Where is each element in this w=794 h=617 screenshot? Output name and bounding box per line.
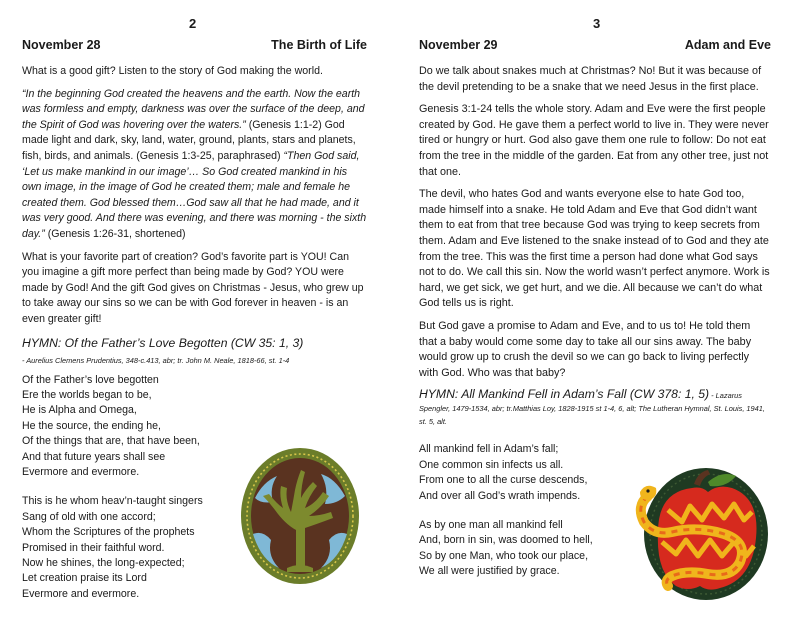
tree-of-life-icon: [239, 446, 361, 586]
verse-line: And, born in sin, was doomed to hell,: [419, 534, 593, 547]
devotion-title: The Birth of Life: [271, 38, 367, 52]
intro-paragraph: What is a good gift? Listen to the story of God making the world.: [22, 65, 323, 77]
devotion-date: November 28: [22, 38, 101, 52]
page-header: [419, 38, 771, 52]
reflection-paragraph: What is your favorite part of creation? God’s favorite part is YOU! Can you imagine a gift more perfect than being made by God? YOU were made by God! And the gift God gives on Christmas - Jesus, who grew up to take away our sins so we can be with God forever in heaven - is an even greater gift!: [22, 250, 364, 325]
scripture-reference: (Genesis 1:1-2) God made light and dark, sky, land, water, ground, plants, stars and planets, fish, birds, and animals. (Genesis 1:3-25, paraphrased): [22, 118, 356, 162]
verse-line: And over all God’s wrath impends.: [419, 489, 581, 502]
hymn-credit: - Lazarus Spengler, 1479-1534, abr; tr.Matthias Loy, 1828-1915 st 1-4, 6, alt; The Lutheran Hymnal, St. Louis, 1941, st. 5, alt.: [419, 391, 765, 427]
intro-paragraph: Do we talk about snakes much at Christmas? No! But it was because of the devil pretending to be a snake that we need Jesus in the first place.: [419, 65, 762, 93]
verse-line: And that future years shall see: [22, 450, 166, 463]
verse-line: He is Alpha and Omega,: [22, 404, 137, 417]
hymn-title: HYMN: All Mankind Fell in Adam’s Fall (CW 378: 1, 5): [419, 387, 710, 402]
verse-line: One common sin infects us all.: [419, 458, 564, 471]
verse-line: Of the Father’s love begotten: [22, 373, 159, 386]
verse-line: So by one Man, who took our place,: [419, 549, 589, 562]
verse-line: Promised in their faithful word.: [22, 541, 165, 554]
verse-line: Evermore and evermore.: [22, 465, 140, 478]
left-page: [22, 0, 367, 617]
page-number: 2: [189, 16, 197, 31]
verse-line: From one to all the curse descends,: [419, 474, 588, 487]
verse-line: Whom the Scriptures of the prophets: [22, 526, 195, 539]
verse-line: Sang of old with one accord;: [22, 510, 156, 523]
page-number: 3: [593, 16, 601, 31]
scripture-quote: “In the beginning God created the heavens and the earth. Now the earth was formless and empty, darkness was over the surface of the deep, and the Spirit of God was hovering over the waters.”: [22, 87, 365, 131]
apple-with-snake-icon: [628, 462, 768, 602]
scripture-paragraph: [22, 87, 367, 243]
verse-line: Let creation praise its Lord: [22, 572, 147, 585]
hymn-heading: [419, 388, 771, 428]
hymn-credit: - Aurelius Clemens Prudentius, 348-c.413, abr; tr. John M. Neale, 1818-66, st. 1-4: [22, 355, 290, 365]
right-page: [419, 0, 771, 617]
devotion-title: Adam and Eve: [684, 38, 771, 52]
verse-line: We all were justified by grace.: [419, 565, 560, 578]
promise-paragraph: But God gave a promise to Adam and Eve, and to us to! He told them that a baby would come some day to take all our sins away. The baby would grow up to crush the devil so we can go back to living perfectly with God. Who was that baby?: [419, 319, 752, 379]
story-paragraph: Genesis 3:1-24 tells the whole story. Adam and Eve were the first people created by God. He gave them a perfect world to live in. They were never tired or hungry or hurt. God also gave them one rule to follow: Do not eat from the tree in the middle of the garden. Eat from any other tree, just not that one.: [419, 103, 769, 178]
scripture-reference: (Genesis 1:26-31, shortened): [44, 227, 186, 240]
verse-line: As by one man all mankind fell: [419, 518, 563, 531]
verse-line: Evermore and evermore.: [22, 587, 140, 600]
verse-line: This is he whom heav’n-taught singers: [22, 495, 203, 508]
verse-line: All mankind fell in Adam’s fall;: [419, 443, 559, 456]
verse-line: He the source, the ending he,: [22, 419, 161, 432]
devotion-date: November 29: [419, 38, 498, 52]
hymn-title: HYMN: Of the Father’s Love Begotten (CW 35: 1, 3): [22, 335, 304, 350]
verse-line: Ere the worlds began to be,: [22, 388, 152, 401]
story-paragraph: The devil, who hates God and wants everyone else to hate God too, made himself into a snake. He told Adam and Eve that God didn’t want them to eat from that tree because God was trying to keep secrets from them. Adam and Eve listened to the snake instead of to God and they ate from the tree. This was the first time a person had done what God says not to do. We call this sin. Now the world wasn’t perfect anymore. Work is hard, we get sick, we get hurt, and we die. All because we can’t do what God tells us is right.: [419, 188, 770, 310]
scripture-quote: “Then God said, ‘Let us make mankind in our image’… So God created mankind in his own image, in the image of God he created them; male and female he created them. God blessed them…God saw all that he had made, and it was very good. And there was evening, and there was morning - the sixth day.”: [22, 149, 367, 240]
verse-line: Of the things that are, that have been,: [22, 435, 200, 448]
page-header: [22, 38, 367, 52]
verse-line: Now he shines, the long-expected;: [22, 556, 185, 569]
